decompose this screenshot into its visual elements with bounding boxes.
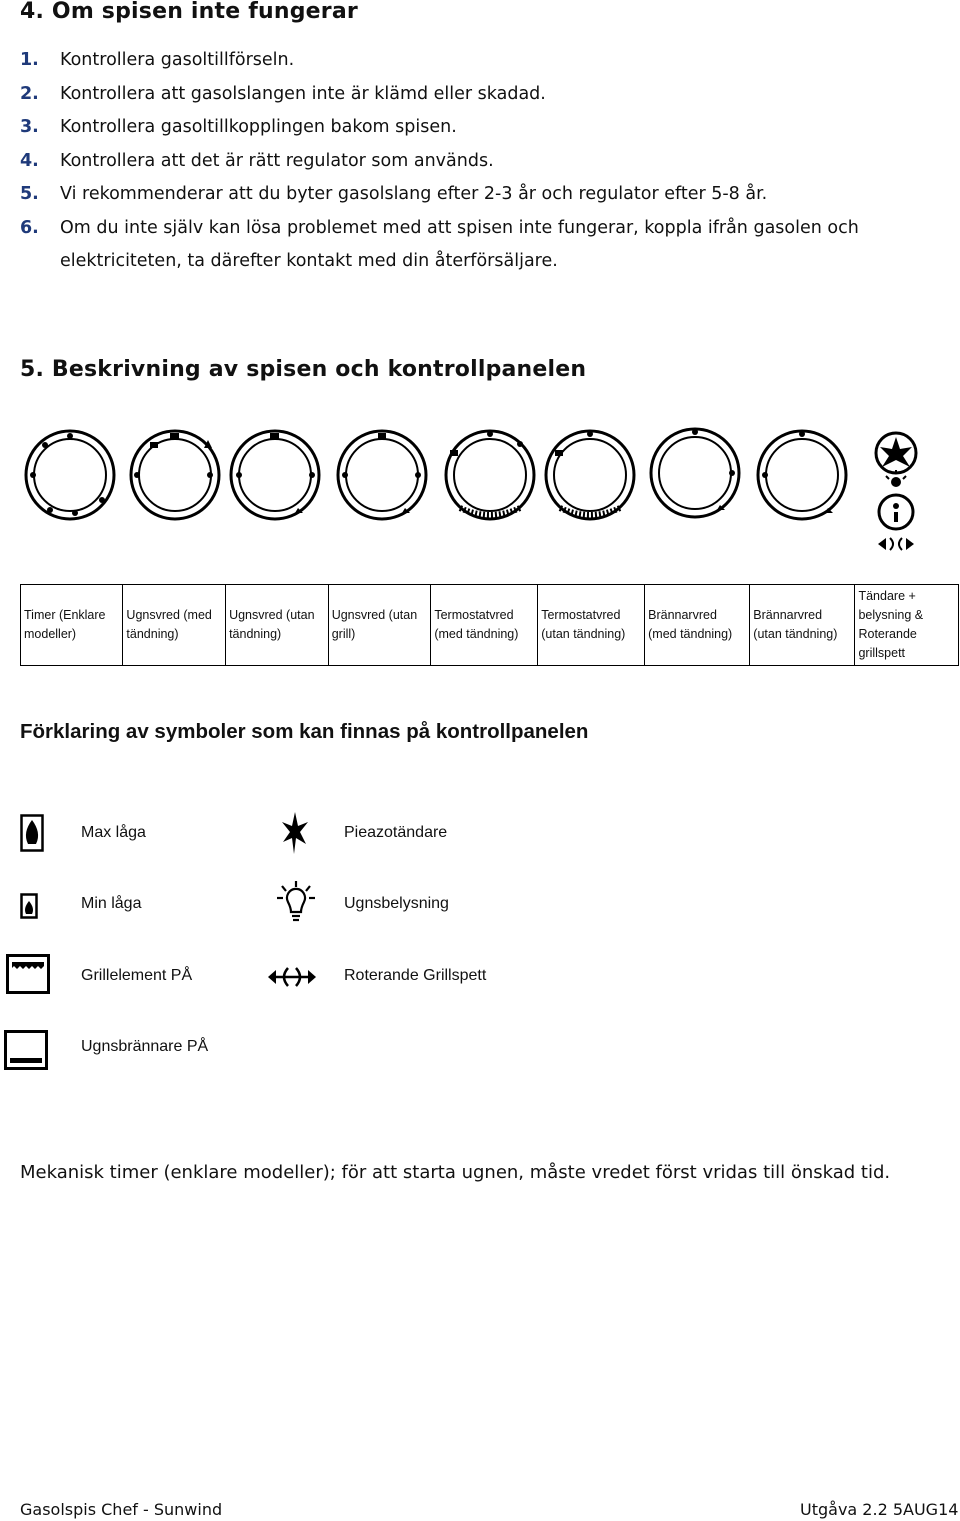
symbol-label: Ugnsbrännare PÅ bbox=[81, 1038, 209, 1055]
list-item: 2. Kontrollera att gasolslangen inte är klämd eller skadad. bbox=[20, 83, 546, 104]
list-item: 3. Kontrollera gasoltillkopplingen bakom spisen. bbox=[20, 117, 457, 137]
burner-knob-icon bbox=[758, 431, 846, 519]
symbol-label: Grillelement PÅ bbox=[81, 967, 193, 984]
rotisserie-icon bbox=[268, 966, 316, 988]
symbols-title: Förklaring av symboler som kan finnas på kontrollpanelen bbox=[20, 720, 589, 743]
grill-element-icon bbox=[6, 954, 50, 994]
oven-knob-icon bbox=[231, 431, 319, 519]
footer-right: Utgåva 2.2 5AUG14 bbox=[800, 1500, 959, 1519]
section-5-title: 5. Beskrivning av spisen och kontrollpanelen bbox=[20, 357, 587, 382]
list-item: 6. Om du inte själv kan lösa problemet med att spisen inte fungerar, koppla ifrån gasolen och elektriciteten, ta därefter kontakt med din återförsäljare. bbox=[20, 217, 859, 271]
list-item: 1. Kontrollera gasoltillförseln. bbox=[20, 50, 295, 70]
knob-label: Ugnsvred (med tändning) bbox=[123, 585, 226, 666]
oven-knob-no-grill-icon bbox=[338, 431, 426, 519]
piezo-igniter-icon bbox=[282, 812, 308, 854]
list-item: 4. Kontrollera att det är rätt regulator som används. bbox=[20, 150, 494, 171]
list-item: 5. Vi rekommenderar att du byter gasolslang efter 2-3 år och regulator efter 5-8 år. bbox=[20, 184, 768, 204]
min-flame-icon bbox=[20, 893, 38, 919]
thermostat-knob-icon bbox=[546, 431, 634, 519]
knob-illustration bbox=[20, 420, 960, 560]
section-4-title: 4. Om spisen inte fungerar bbox=[20, 0, 358, 24]
oven-burner-icon bbox=[4, 1030, 48, 1070]
knob-labels-table bbox=[20, 584, 959, 666]
knob-label: Ugnsvred (utan tändning) bbox=[226, 585, 329, 666]
symbol-label: Roterande Grillspett bbox=[344, 967, 487, 984]
oven-knob-ignition-icon bbox=[131, 431, 219, 519]
igniter-panel-icon bbox=[876, 433, 916, 550]
timer-note: Mekanisk timer (enklare modeller); för att starta ugnen, måste vredet först vridas till önskad tid. bbox=[20, 1162, 891, 1183]
symbol-label: Ugnsbelysning bbox=[344, 895, 449, 912]
table-row bbox=[21, 585, 959, 666]
timer-knob-icon bbox=[26, 431, 114, 519]
symbol-label: Pieazotändare bbox=[344, 824, 448, 841]
troubleshooting-list bbox=[20, 44, 950, 279]
knob-label: Termostatvred (utan tändning) bbox=[538, 585, 645, 666]
max-flame-icon bbox=[20, 814, 44, 852]
knob-label: Tändare + belysning & Roterande grillspett bbox=[855, 585, 959, 666]
knob-label: Termostatvred (med tändning) bbox=[431, 585, 538, 666]
oven-light-icon bbox=[276, 880, 316, 922]
burner-knob-ignition-icon bbox=[651, 429, 739, 517]
symbol-label: Min låga bbox=[81, 895, 142, 912]
symbol-label: Max låga bbox=[81, 824, 146, 841]
knob-label: Ugnsvred (utan grill) bbox=[328, 585, 431, 666]
knob-label: Brännarvred (med tändning) bbox=[645, 585, 750, 666]
footer-left: Gasolspis Chef - Sunwind bbox=[20, 1500, 223, 1519]
knob-label: Brännarvred (utan tändning) bbox=[750, 585, 855, 666]
knob-label: Timer (Enklare modeller) bbox=[21, 585, 123, 666]
